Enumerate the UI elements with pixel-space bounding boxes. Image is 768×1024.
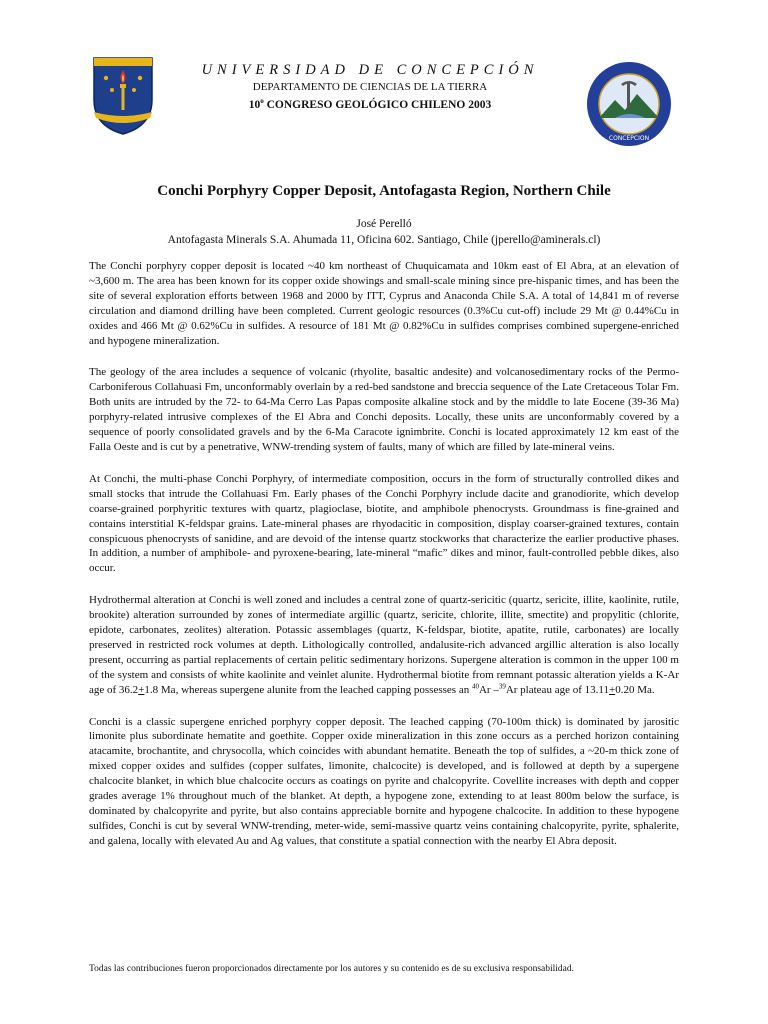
university-shield-logo: [92, 56, 154, 136]
page-header: [0, 52, 768, 142]
congress-seal-logo: [585, 60, 673, 148]
paragraph-supergene: Conchi is a classic supergene enriched porphyry copper deposit. The leached capping (70-100m thick) is dominated by jarositic limonite plus subordinate hematite and goethite. Copper oxide mineralization in this zone occurs as a perched horizon containing atacamite, brochantite, and chrysocolla, which coincides with abundant hematite. Beneath the top of sulfides, a ~20-m thick zone of mixed copper oxides and sulfides (copper sulfates, limonite, chalcocite) is developed, and is followed at depth by a supergene chalcocite blanket, in which blue chalcocite occurs as coatings on pyrite and chalcopyrite. Covellite increases with depth and copper grades average 1% throughout much of the blanket. At depth, a hypogene zone, extending to at least 800m below the surface, is dominated by chalcopyrite and pyrite, but also contains appreciable bornite and hypogene chalcocite. In addition to these hypogene sulfides, Conchi is cut by several WNW-trending, meter-wide, semi-massive quartz veins containing chalcopyrite, pyrite, sphalerite, and galena, locally with elevated Au and Ag values, that constitute a spatial connection with the nearby El Abra deposit.: [89, 715, 679, 847]
author-name: José Perelló: [356, 218, 412, 230]
paragraph-porphyry: At Conchi, the multi-phase Conchi Porphyry, of intermediate composition, occurs in the form of structurally controlled dikes and small stocks that intrude the Collahuasi Fm. Early phases of the Conchi Porphyry include dacite and granodiorite, which develop coarse-grained porphyritic textures with quartz, plagioclase, biotite, and amphibole phenocrysts. Groundmass is fine-grained and contains interstitial K-feldspar grains. Late-mineral phases are rhyodacitic in composition, display coarser-grained textures, contain conspicuous phenocrysts of sanidine, and are devoid of the intense quartz stockworks that characterize the earlier productive phases. In addition, a number of amphibole- and pyroxene-bearing, late-mineral “mafic” dikes and minor, fault-controlled pebble dikes, also occur.: [89, 472, 679, 575]
paragraph-alteration: Hydrothermal alteration at Conchi is well zoned and includes a central zone of quartz-sericitic (quartz, sericite, illite, kaolinite, rutile, brookite) alteration surrounded by zones of intermediate argillic (quartz, sericite, chlorite, illite, smectite) and propylitic (chlorite, epidote, carbonates, zeolites) alteration. Potassic assemblages (quartz, K-feldspar, biotite, apatite, rutile, carbonates) are locally preserved in restricted rock volumes at depth. Lithologically controlled, andalusite-rich advanced argillic alteration is also locally present, occurring as partial replacements of certain pelitic sedimentary horizons. Supergene alteration is common in the upper 100 m of the system and consists of white kaolinite and veinlet alunite. Hydrothermal biotite from remnant potassic alteration yields a K-Ar age of 36.2+1.8 Ma, whereas supergene alunite from the leached capping possesses an $^{40}$Ar –$^{39}$Ar plateau age of 13.11+0.20 Ma.: [89, 594, 679, 696]
congress-name: 10$^o$ CONGRESO GEOLÓGICO CHILENO 2003: [248, 97, 492, 111]
paragraph-geology: The geology of the area includes a sequence of volcanic (rhyolite, basaltic andesite) and volcanosedimentary rocks of the Permo-Carboniferous Collahuasi Fm, unconformably overlain by a red-bed sandstone and breccia sequence of the Late Cretaceous Tolar Fm. Both units are intruded by the 72- to 64-Ma Cerro Las Papas composite alkaline stock and by the middle to late Eocene (39-36 Ma) porphyry-related intrusive complexes of the El Abra and Conchi deposits. Locally, these units are unconformably covered by a sequence of poorly consolidated gravels and by the 6-Ma Caracote ignimbrite. Conchi is located approximately 12 km east of the Falla Oeste and is cut by a penetrative, WNW-trending system of faults, many of which are filled by late-mineral veins.: [89, 366, 679, 453]
author-affiliation: Antofagasta Minerals S.A. Ahumada 11, Oficina 602. Santiago, Chile (jperello@aminerals.cl): [167, 234, 601, 246]
paragraph-location: The Conchi porphyry copper deposit is located ~40 km northeast of Chuquicamata and 10km east of El Abra, at an elevation of ~3,600 m. The area has been known for its copper oxide showings and small-scale mining since pre-hispanic times, and has been the site of several exploration efforts between 1968 and 2000 by ITT, Cyprus and Anaconda Chile S.A. A total of 14,841 m of reverse circulation and diamond drilling have been completed. Current geologic resources (0.3%Cu cut-off) include 29 Mt @ 0.44%Cu in oxides and 466 Mt @ 0.62%Cu in sulfides. A resource of 181 Mt @ 0.82%Cu in sulfides comprises combined supergene-enriched and hypogene mineralization.: [89, 260, 679, 347]
paper-title: Conchi Porphyry Copper Deposit, Antofagasta Region, Northern Chile: [157, 183, 611, 199]
department-name: DEPARTAMENTO DE CIENCIAS DE LA TIERRA: [252, 81, 488, 93]
author-block: [0, 216, 768, 248]
abstract-body: [89, 259, 679, 866]
footer-disclaimer: Todas las contribuciones fueron proporcionados directamente por los autores y su contenido es de su exclusiva responsabilidad.: [89, 964, 575, 974]
svg-text:CONCEPCION: CONCEPCION: [608, 135, 650, 142]
university-name: UNIVERSIDAD DE CONCEPCIÓN: [201, 62, 539, 78]
